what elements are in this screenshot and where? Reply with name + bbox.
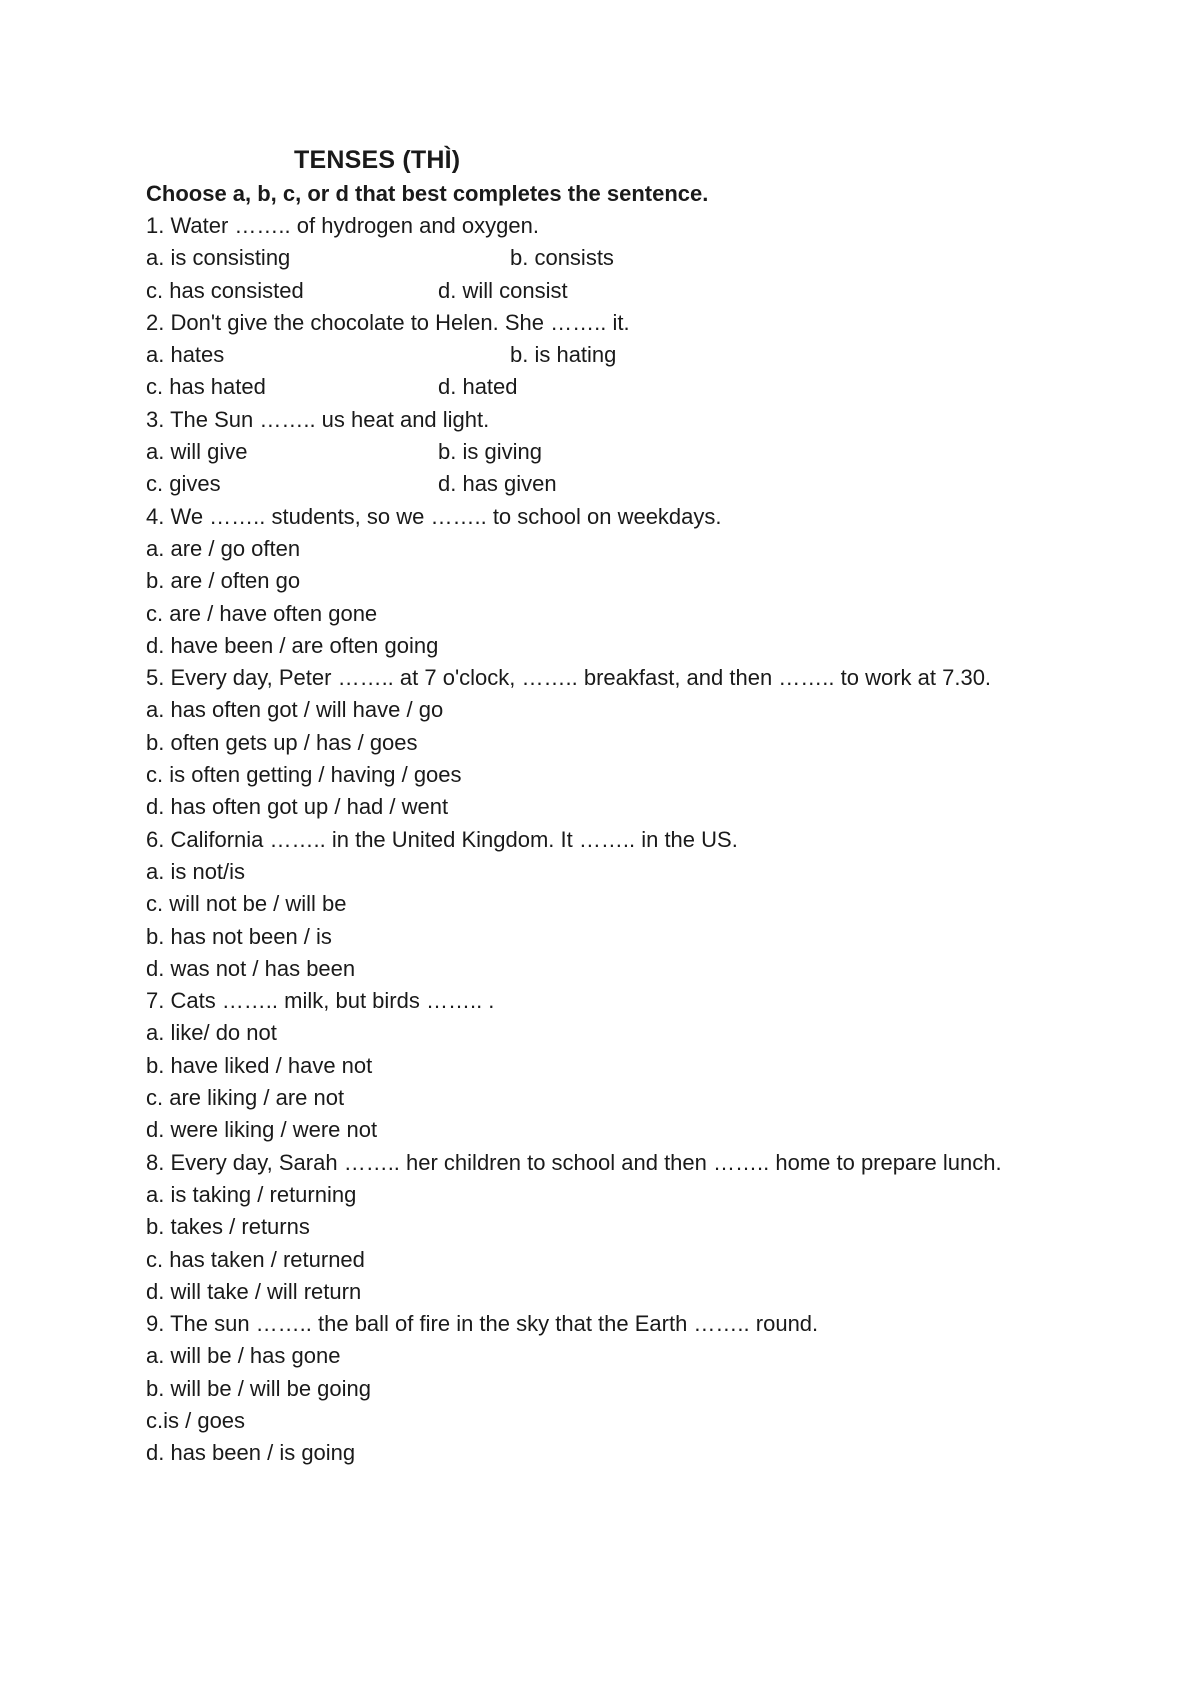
option-b: b. often gets up / has / goes [146,729,418,755]
option-a: a. has often got / will have / go [146,697,444,723]
option-d: d. were liking / were not [146,1117,378,1143]
question-2: 2. Don't give the chocolate to Helen. She …….. it. [146,309,630,335]
option-c: c. are / have often gone [146,600,378,626]
option-a: a. will give [146,439,248,465]
option-d: d. has often got up / had / went [146,794,449,820]
option-a: a. is consisting [146,245,291,271]
options-row [146,371,1062,403]
question-3: 3. The Sun …….. us heat and light. [146,406,490,432]
option-d: d. has given [438,471,557,497]
option-c: c. is often getting / having / goes [146,762,462,788]
option-d: d. has been / is going [146,1440,356,1466]
instruction: Choose a, b, c, or d that best completes the sentence. [146,181,709,206]
option-b: b. are / often go [146,568,301,594]
options-row [146,468,1062,500]
option-c: c. gives [146,471,221,497]
option-d: d. was not / has been [146,955,356,981]
options-row [146,242,1062,274]
question-5: 5. Every day, Peter …….. at 7 o'clock, …….. breakfast, and then …….. to work at 7.30. [146,665,992,691]
worksheet [146,142,1062,1470]
option-c: c. has consisted [146,277,304,303]
question-8: 8. Every day, Sarah …….. her children to school and then …….. home to prepare lunch. [146,1149,1002,1175]
option-a: a. like/ do not [146,1020,277,1046]
option-b: b. has not been / is [146,923,332,949]
option-d: d. hated [438,374,518,400]
worksheet-title: TENSES (THÌ) [294,146,461,174]
option-c: c. has hated [146,374,266,400]
option-a: a. is not/is [146,858,246,884]
option-a: a. are / go often [146,535,301,561]
question-6: 6. California …….. in the United Kingdom. It …….. in the US. [146,826,738,852]
option-c: c. has taken / returned [146,1246,365,1272]
option-b: b. consists [510,245,614,271]
option-a: a. will be / has gone [146,1343,341,1369]
question-4: 4. We …….. students, so we …….. to school on weekdays. [146,503,722,529]
question-7: 7. Cats …….. milk, but birds …….. . [146,988,495,1014]
option-b: b. will be / will be going [146,1375,372,1401]
option-b: b. is hating [510,342,617,368]
question-9: 9. The sun …….. the ball of fire in the sky that the Earth …….. round. [146,1311,819,1337]
options-row [146,436,1062,468]
option-a: a. hates [146,342,225,368]
option-a: a. is taking / returning [146,1181,357,1207]
option-b: b. takes / returns [146,1214,310,1240]
option-c: c. will not be / will be [146,891,347,917]
option-c: c. are liking / are not [146,1085,345,1111]
options-row [146,339,1062,371]
option-d: d. will consist [438,277,568,303]
option-d: d. will take / will return [146,1278,362,1304]
question-1: 1. Water …….. of hydrogen and oxygen. [146,213,539,238]
options-row [146,275,1062,307]
option-b: b. have liked / have not [146,1052,373,1078]
option-c: c.is / goes [146,1407,246,1433]
option-d: d. have been / are often going [146,632,439,658]
option-b: b. is giving [438,439,542,465]
